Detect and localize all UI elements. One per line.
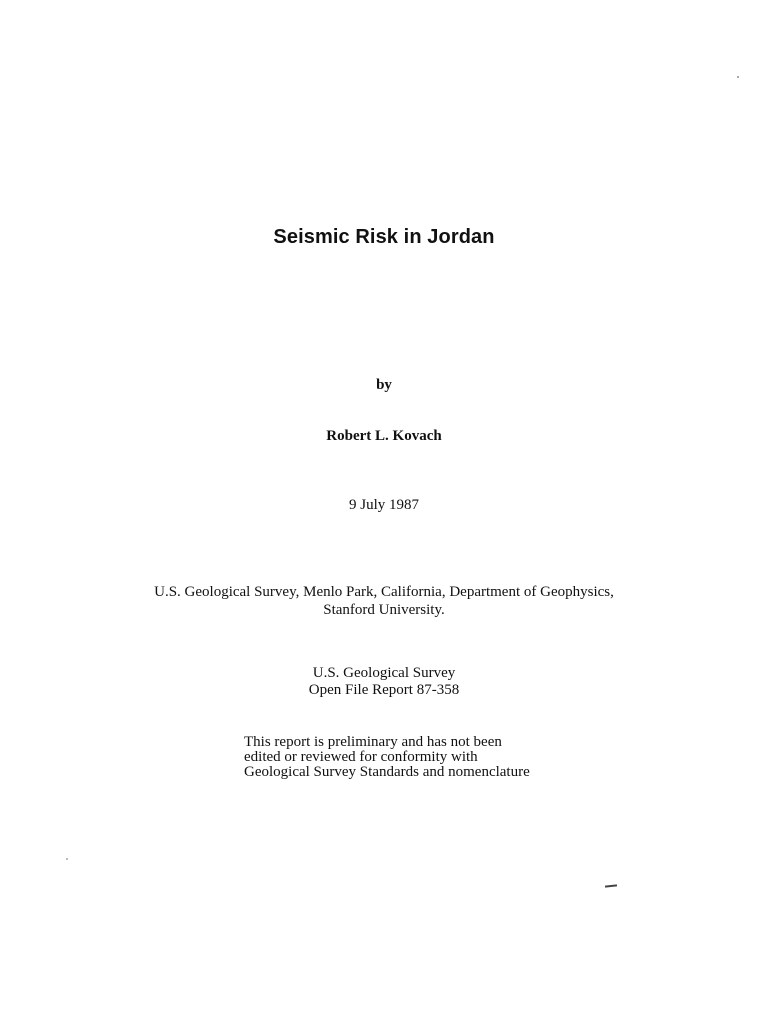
scan-speck (737, 76, 739, 78)
disclaimer-line-2: edited or reviewed for conformity with (244, 749, 478, 765)
byline: by (376, 377, 392, 393)
scan-speck (66, 858, 68, 860)
document-title: Seismic Risk in Jordan (273, 226, 495, 248)
report-publisher: U.S. Geological Survey (312, 665, 456, 681)
report-date: 9 July 1987 (348, 497, 419, 513)
disclaimer-line-1: This report is preliminary and has not been (244, 734, 502, 750)
disclaimer-line-3: Geological Survey Standards and nomenclature (244, 764, 530, 780)
disclaimer-notice (244, 735, 530, 780)
report-number: Open File Report 87-358 (308, 682, 460, 698)
affiliation-line-1: U.S. Geological Survey, Menlo Park, California, Department of Geophysics, (154, 584, 614, 600)
scan-speck (605, 884, 617, 887)
affiliation-line-2: Stanford University. (323, 602, 445, 618)
author-name: Robert L. Kovach (326, 428, 442, 444)
